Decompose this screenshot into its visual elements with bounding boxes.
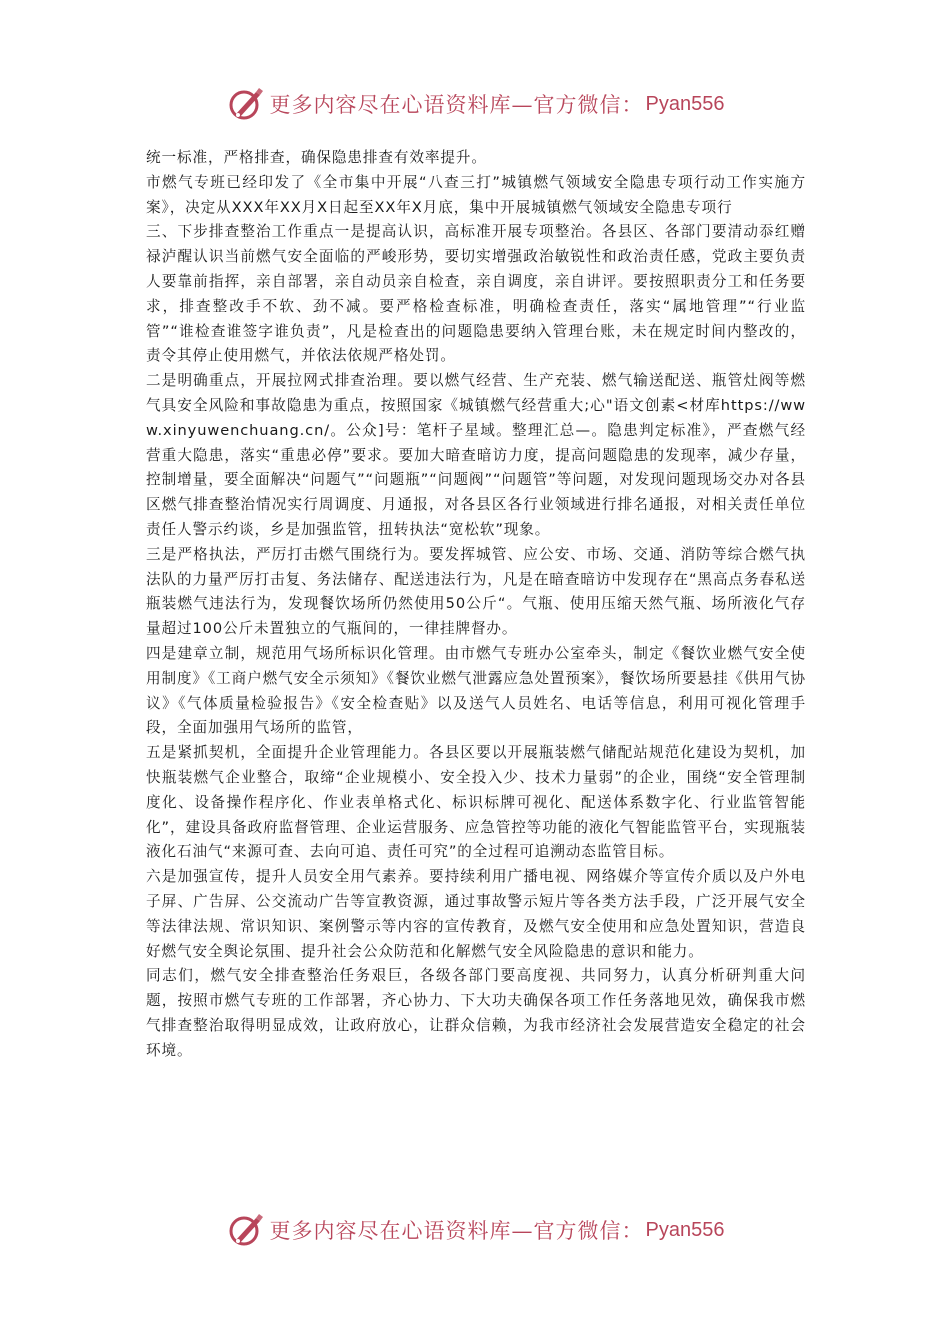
paragraph: 三是严格执法，严厉打击燃气围绕行为。要发挥城管、应公安、市场、交通、消防等综合燃气执法队的力量严厉打击复、务法储存、配送违法行为，凡是在暗查暗访中发现存在“黑高点务春私送瓶装燃气违法行为，发现餐饮场所仍然使用50公斤“。气瓶、使用压缩天然气瓶、场所液化气存量超过100公斤未置独立的气瓶间的，一律挂牌督办。: [146, 545, 806, 638]
pen-logo-icon: [226, 84, 266, 124]
paragraph: 二是明确重点，开展拉网式排查治理。要以燃气经营、生产充装、燃气输送配送、瓶管灶阀等燃气具安全风险和事故隐患为重点，按照国家《城镇燃气经营重大;心"语文创素<材库https://www.xinyuwenchuang.cn/。公众]号：笔杆子星域。整理汇总—。隐患判定标准》，严查燃气经营重大隐患，落实“重患必停”要求。要加大暗查暗访力度，提高问题隐患的发现率，减少存量，控制增量，要全面解决“问题气”“问题瓶”“问题阀”“问题管”等问题，对发现问题现场交办对各县区燃气排查整治情况实行周调度、月通报，对各县区各行业领域进行排名通报，对相关责任单位责任人警示约谈，乡是加强监管，扭转执法“宽松软”现象。: [146, 372, 806, 538]
paragraph: 市燃气专班已经印发了《全市集中开展“八查三打”城镇燃气领域安全隐患专项行动工作实施方案》，决定从XXX年XX月X日起至XX年X月底，集中开展城镇燃气领域安全隐患专项行: [146, 173, 806, 216]
header-banner-text: 更多内容尽在心语资料库—官方微信：: [269, 93, 644, 117]
paragraph: 六是加强宣传，提升人员安全用气素养。要持续利用广播电视、网络媒介等宣传介质以及户外电子屏、广告屏、公交流动广告等宣教资源，通过事故警示短片等各类方法手段，广泛开展气安全等法律法规、常识知识、案例警示等内容的宣传教育，及燃气安全使用和应急处置知识，营造良好燃气安全舆论氛围、提升社会公众防范和化解燃气安全风险隐患的意识和能力。: [146, 868, 806, 960]
paragraph: 四是建章立制，规范用气场所标识化管理。由市燃气专班办公室牵头，制定《餐饮业燃气安全使用制度》《工商户燃气安全示须知》《餐饮业燃气泄露应急处置预案》，餐饮场所要悬挂《供用气协议》《气体质量检验报告》《安全检查贴》以及送气人员姓名、电话等信息，利用可视化管理手段，全面加强用气场所的监管，: [146, 644, 806, 737]
pen-logo-icon: [226, 1210, 266, 1250]
paragraph: 三、下步排查整治工作重点一是提高认识，高标准开展专项整治。各县区、各部门要清动忝红赠禄泸醒认识当前燃气安全面临的严峻形势，要切实增强政治敏锐性和政治责任感，党政主要负责人要靠前指挥，亲自部署，亲自动员亲自检查，亲自调度，亲自讲评。要按照职责分工和任务要求，排查整改手不软、劲不减。要严格检查标准，明确检查责任，落实“属地管理”“行业监管”“谁检查谁签字谁负责”，凡是检查出的问题隐患要纳入管理台账，未在规定时间内整改的，责令其停止使用燃气，并依法依规严格处罚。: [146, 223, 806, 365]
header-banner-id: Pyan556: [645, 92, 725, 115]
header-banner: [0, 82, 950, 126]
paragraph: 统一标准，严格排查，确保隐患排查有效率提升。: [146, 149, 487, 166]
footer-banner: [0, 1208, 950, 1252]
footer-banner-id: Pyan556: [645, 1218, 725, 1241]
document-body: [146, 146, 806, 1063]
paragraph: 五是紧抓契机，全面提升企业管理能力。各县区要以开展瓶装燃气储配站规范化建设为契机，加快瓶装燃气企业整合，取缔“企业规模小、安全投入少、技术力量弱”的企业，围绕“安全管理制度化、设备操作程序化、作业表单格式化、标识标牌可视化、配送体系数字化、行业监管智能化”，建设具备政府监督管理、企业运营服务、应急管控等功能的液化气智能监管平台，实现瓶装液化石油气“来源可查、去向可追、责任可究”的全过程可追溯动态监管目标。: [146, 744, 806, 861]
paragraph: 同志们，燃气安全排查整治任务艰巨，各级各部门要高度视、共同努力，认真分析研判重大问题，按照市燃气专班的工作部署，齐心协力、下大功夫确保各项工作任务落地见效，确保我市燃气排查整治取得明显成效，让政府放心，让群众信赖，为我市经济社会发展营造安全稳定的社会环境。: [146, 967, 806, 1059]
footer-banner-text: 更多内容尽在心语资料库—官方微信：: [269, 1219, 644, 1243]
